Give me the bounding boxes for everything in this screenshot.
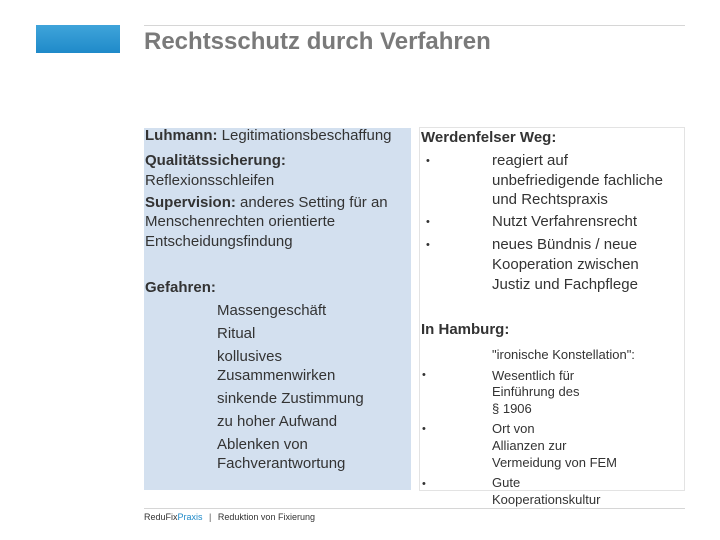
werdenfels-item-cont: Kooperation zwischen: [492, 256, 639, 273]
supervision-line: [145, 193, 388, 213]
luhmann-text: Legitimationsbeschaffung: [221, 127, 392, 144]
bullet-icon: •: [422, 369, 426, 381]
danger-item-cont: Zusammenwirken: [217, 367, 336, 384]
danger-item: Ablenken von: [217, 436, 308, 453]
werdenfels-item-cont: Justiz und Fachpflege: [492, 276, 638, 293]
brand-logo-text: ReduFix: [144, 512, 178, 522]
hamburg-intro: "ironische Konstellation":: [492, 347, 635, 362]
supervision-label: Supervision:: [145, 194, 236, 211]
top-divider: [144, 25, 685, 26]
footer: [144, 512, 315, 522]
bottom-divider: [144, 508, 685, 509]
footer-text: Reduktion von Fixierung: [217, 512, 315, 522]
bullet-icon: •: [426, 216, 430, 228]
hamburg-item-cont: Einführung des: [492, 384, 580, 399]
hamburg-item: Ort von: [492, 421, 535, 436]
hamburg-item-cont: Vermeidung von FEM: [492, 455, 618, 470]
hamburg-item: Wesentlich für: [492, 368, 575, 383]
hamburg-item-cont: § 1906: [492, 401, 532, 416]
supervision-line-3: Entscheidungsfindung: [145, 233, 293, 250]
werdenfels-title: Werdenfelser Weg:: [421, 129, 557, 146]
hamburg-item: Gute: [492, 475, 521, 490]
werdenfels-item-cont: unbefriedigende fachliche: [492, 172, 663, 189]
bullet-icon: •: [422, 423, 426, 435]
danger-item-cont: Fachverantwortung: [217, 455, 346, 472]
footer-separator: |: [209, 512, 212, 522]
bullet-icon: •: [426, 155, 430, 167]
quality-label: Qualitätssicherung:: [145, 152, 286, 169]
bullet-icon: •: [422, 478, 426, 490]
brand-logo-accent: Praxis: [177, 512, 203, 522]
danger-item: Massengeschäft: [217, 302, 327, 319]
luhmann-line: [145, 126, 392, 146]
danger-item: Ritual: [217, 325, 256, 342]
werdenfels-item: neues Bündnis / neue: [492, 236, 638, 253]
supervision-line-2: Menschenrechten orientierte: [145, 213, 336, 230]
quality-text: Reflexionsschleifen: [145, 172, 275, 189]
hamburg-item-cont: Kooperationskultur: [492, 492, 601, 507]
werdenfels-item: Nutzt Verfahrensrecht: [492, 213, 638, 230]
slide-title: Rechtsschutz durch Verfahren: [144, 28, 491, 55]
bullet-icon: •: [426, 239, 430, 251]
hamburg-item-cont: Allianzen zur: [492, 438, 567, 453]
danger-item: sinkende Zustimmung: [217, 390, 364, 407]
accent-bar: [36, 25, 120, 53]
danger-item: zu hoher Aufwand: [217, 413, 338, 430]
werdenfels-item: reagiert auf: [492, 152, 568, 169]
hamburg-title: In Hamburg:: [421, 321, 510, 338]
supervision-text: anderes Setting für an: [240, 194, 388, 211]
werdenfels-item-cont: und Rechtspraxis: [492, 191, 608, 208]
luhmann-label: Luhmann:: [145, 127, 218, 144]
danger-item: kollusives: [217, 348, 283, 365]
dangers-label: Gefahren:: [145, 279, 216, 296]
